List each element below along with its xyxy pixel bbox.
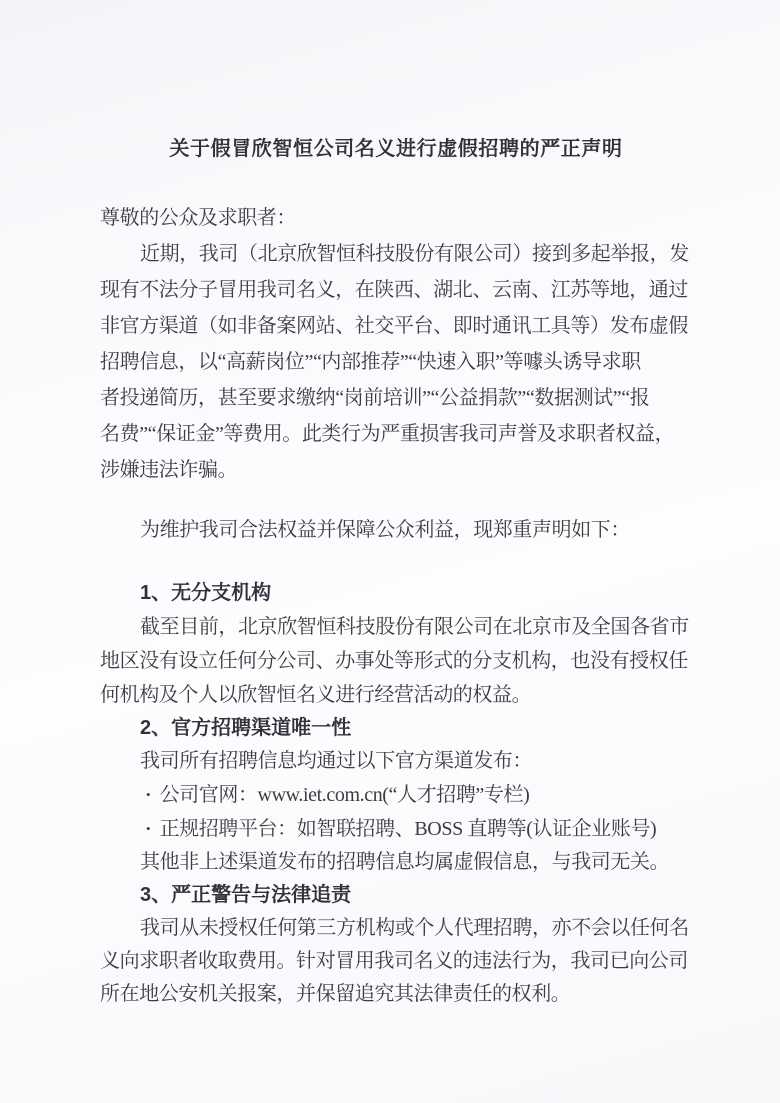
document-content — [100, 0, 692, 1011]
paragraph1-line: 名费”“保证金”等费用。此类行为严重损害我司声誉及求职者权益， — [100, 423, 675, 445]
section1-heading: 1、无分支机构 — [140, 582, 272, 604]
bullet-item — [100, 812, 692, 846]
declaration-intro-line: 为维护我司合法权益并保障公众利益，现郑重声明如下： — [140, 519, 630, 541]
paragraph1-line: 现有不法分子冒用我司名义，在陕西、湖北、云南、江苏等地，通过 — [100, 279, 688, 301]
paragraph1-line: 涉嫌违法诈骗。 — [100, 459, 238, 481]
paragraph1-line: 近期，我司（北京欣智恒科技股份有限公司）接到多起举报，发 — [140, 243, 689, 265]
section1-line: 何机构及个人以欣智恒名义进行经营活动的权益。 — [100, 684, 532, 706]
bullet-text: 公司官网：www.iet.com.cn(“人才招聘”专栏) — [159, 784, 530, 806]
section3-line: 我司从未授权任何第三方机构或个人代理招聘，亦不会以任何名 — [140, 917, 689, 939]
section3-line: 义向求职者收取费用。针对冒用我司名义的违法行为，我司已向公司 — [100, 950, 688, 972]
salutation-line: 尊敬的公众及求职者： — [100, 207, 296, 229]
bullet-icon: • — [146, 821, 151, 836]
page-title: 关于假冒欣智恒公司名义进行虚假招聘的严正声明 — [169, 138, 623, 160]
bullet-text: 正规招聘平台：如智联招聘、BOSS 直聘等(认证企业账号) — [159, 818, 657, 840]
section3-line: 所在地公安机关报案，并保留追究其法律责任的权利。 — [100, 983, 571, 1005]
bullet-item — [100, 778, 692, 812]
section2-heading: 2、官方招聘渠道唯一性 — [140, 717, 352, 739]
paragraph1-line: 非官方渠道（如非备案网站、社交平台、即时通讯工具等）发布虚假 — [100, 315, 688, 337]
section2-intro-line: 我司所有招聘信息均通过以下官方渠道发布： — [140, 750, 532, 772]
section2-outro-line: 其他非上述渠道发布的招聘信息均属虚假信息，与我司无关。 — [140, 851, 670, 873]
section1-line: 截至目前，北京欣智恒科技股份有限公司在北京市及全国各省市 — [140, 616, 689, 638]
bullet-icon: • — [146, 787, 151, 802]
paragraph1-line: 者投递简历，甚至要求缴纳“岗前培训”“公益捐款”“数据测试”“报 — [100, 387, 650, 409]
section3-heading: 3、严正警告与法律追责 — [140, 884, 352, 906]
paragraph1-line: 招聘信息，以“高薪岗位”“内部推荐”“快速入职”等噱头诱导求职 — [100, 351, 641, 373]
section1-line: 地区没有设立任何分公司、办事处等形式的分支机构，也没有授权任 — [100, 650, 688, 672]
